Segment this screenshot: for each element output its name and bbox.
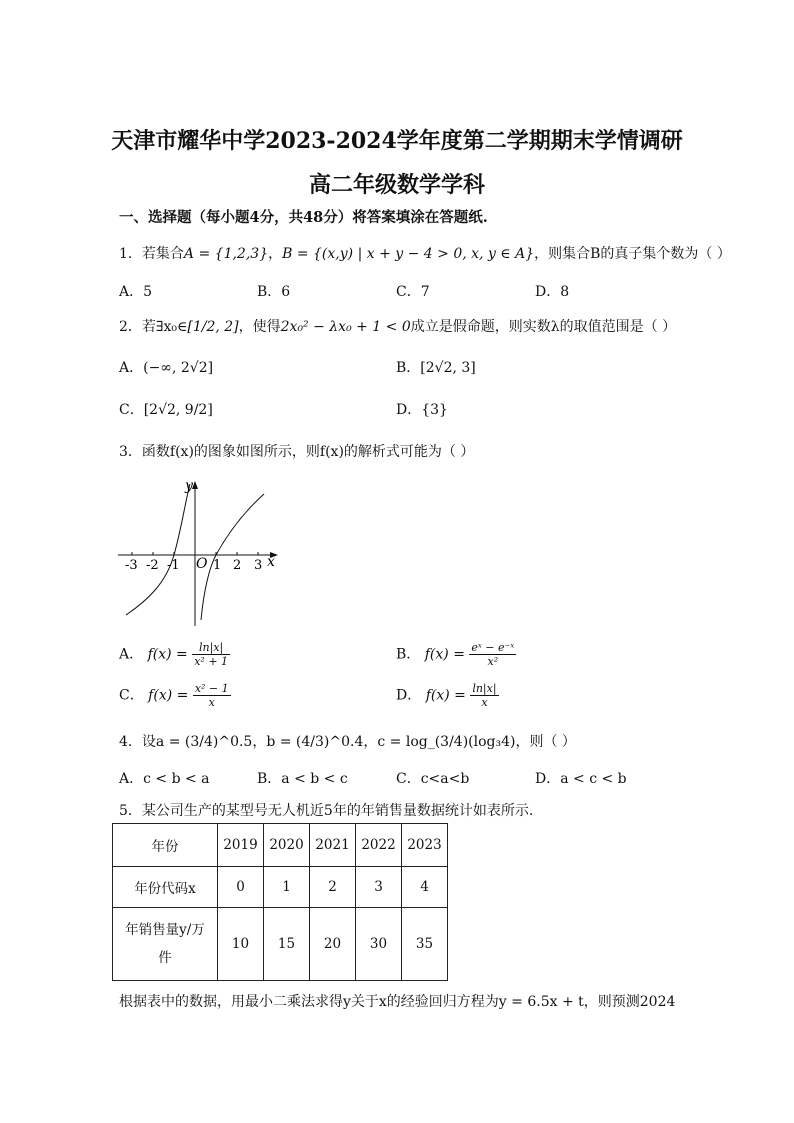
q3-option-b-num: eˣ − e⁻ˣ bbox=[471, 641, 515, 654]
title-line-1: 天津市耀华中学2023-2024学年度第二学期期末学情调研 bbox=[111, 128, 683, 154]
cell-sales: 35 bbox=[402, 908, 448, 981]
q4-option-a: A．c < b < a bbox=[119, 771, 210, 787]
cell-code: 3 bbox=[356, 867, 402, 908]
cell-sales: 20 bbox=[310, 908, 356, 981]
row-label-year: 年份 bbox=[113, 824, 218, 867]
q1-prefix: 1．若集合 bbox=[119, 246, 184, 262]
q4-option-d: D．a < c < b bbox=[535, 771, 627, 787]
cell-sales: 30 bbox=[356, 908, 402, 981]
question-5-followup: 根据表中的数据，用最小二乘法求得y关于x的经验回归方程为y = 6.5x + t，则预测2024 bbox=[119, 994, 676, 1010]
function-graph bbox=[118, 478, 288, 628]
q2-middle: ，使得 bbox=[238, 319, 281, 335]
title-line-2: 高二年级数学学科 bbox=[308, 172, 485, 198]
cell-year: 2023 bbox=[402, 824, 448, 867]
q4-option-c: C．c<a<b bbox=[396, 771, 470, 787]
q2-option-a: A．(−∞, 2√2] bbox=[119, 360, 214, 376]
tick-label-1: 1 bbox=[213, 558, 222, 573]
table-row-code bbox=[113, 867, 448, 908]
cell-code: 2 bbox=[310, 867, 356, 908]
q3-option-d-num: ln|x| bbox=[472, 682, 497, 695]
q3-option-d-lhs: f(x) = bbox=[425, 687, 466, 704]
q3-option-d-den: x bbox=[481, 696, 488, 709]
sales-table bbox=[112, 823, 448, 981]
q1-suffix: ，则集合B的真子集个数为（ ） bbox=[534, 246, 731, 262]
q1-option-d: D．8 bbox=[535, 284, 570, 300]
table-row-sales bbox=[113, 908, 448, 981]
q2-option-c: C．[2√2, 9/2] bbox=[119, 402, 213, 418]
q1-option-c: C．7 bbox=[396, 284, 430, 300]
q3-option-a-lhs: f(x) = bbox=[147, 646, 188, 663]
q3-option-c-letter: C． bbox=[119, 687, 144, 704]
cell-sales: 10 bbox=[218, 908, 264, 981]
origin-label: O bbox=[196, 556, 208, 572]
tick-label-neg3: -3 bbox=[125, 558, 138, 573]
tick-label-neg2: -2 bbox=[146, 558, 159, 573]
question-1 bbox=[119, 243, 731, 263]
q3-option-c-num: x² − 1 bbox=[194, 682, 229, 695]
q1-set-a: A = {1,2,3} bbox=[183, 246, 269, 262]
q3-option-a-num: ln|x| bbox=[192, 641, 230, 655]
q3-option-d bbox=[396, 682, 499, 709]
table-row-year bbox=[113, 824, 448, 867]
q1-set-b: B = {(x,y) | x + y − 4 > 0, x, y ∈ A} bbox=[282, 246, 535, 262]
question-2 bbox=[119, 316, 676, 336]
q3-option-d-letter: D． bbox=[396, 687, 422, 704]
q3-option-b bbox=[396, 641, 516, 668]
curve-left-branch bbox=[126, 484, 190, 615]
q3-option-b-lhs: f(x) = bbox=[424, 646, 465, 663]
tick-label-3: 3 bbox=[254, 558, 263, 573]
cell-code: 1 bbox=[264, 867, 310, 908]
row-label-sales: 年销售量y/万件 bbox=[113, 908, 218, 981]
x-axis-label: x bbox=[267, 554, 275, 570]
q3-option-c bbox=[119, 682, 231, 709]
q2-interval: [1/2, 2] bbox=[187, 319, 239, 335]
cell-year: 2020 bbox=[264, 824, 310, 867]
row-label-code: 年份代码x bbox=[113, 867, 218, 908]
cell-sales: 15 bbox=[264, 908, 310, 981]
q2-inequality: 2x₀² − λx₀ + 1 < 0 bbox=[280, 319, 411, 335]
q1-option-b: B．6 bbox=[257, 284, 291, 300]
question-3: 3．函数f(x)的图象如图所示，则f(x)的解析式可能为（ ） bbox=[119, 444, 475, 460]
question-5: 5．某公司生产的某型号无人机近5年的年销售量数据统计如表所示. bbox=[119, 803, 534, 819]
y-axis-label: y bbox=[185, 478, 193, 494]
q1-option-a: A．5 bbox=[119, 284, 153, 300]
q2-prefix: 2．若∃x₀∈ bbox=[119, 319, 188, 335]
cell-code: 0 bbox=[218, 867, 264, 908]
cell-year: 2022 bbox=[356, 824, 402, 867]
tick-label-neg1: -1 bbox=[167, 558, 180, 573]
q2-option-b: B．[2√2, 3] bbox=[396, 360, 476, 376]
question-4: 4．设a = (3/4)^0.5，b = (4/3)^0.4，c = log_(3/4)(log₃4)，则（ ） bbox=[119, 734, 576, 750]
q3-option-b-den: x² bbox=[487, 655, 499, 668]
q2-suffix: 成立是假命题，则实数λ的取值范围是（ ） bbox=[410, 319, 677, 335]
q1-sep: ， bbox=[268, 246, 283, 262]
q4-option-b: B．a < b < c bbox=[257, 771, 348, 787]
q3-option-c-lhs: f(x) = bbox=[148, 687, 189, 704]
q3-option-c-den: x bbox=[208, 696, 215, 709]
tick-label-2: 2 bbox=[233, 558, 242, 573]
cell-year: 2021 bbox=[310, 824, 356, 867]
curve-right-branch bbox=[201, 494, 264, 620]
section-heading: 一、选择题（每小题4分，共48分）将答案填涂在答题纸. bbox=[119, 209, 488, 226]
q3-option-a bbox=[119, 641, 230, 668]
q3-option-a-letter: A． bbox=[119, 646, 144, 663]
q3-option-b-letter: B． bbox=[396, 646, 421, 663]
q2-option-d: D．{3} bbox=[396, 402, 448, 418]
cell-year: 2019 bbox=[218, 824, 264, 867]
cell-code: 4 bbox=[402, 867, 448, 908]
q3-option-a-den: x² + 1 bbox=[194, 655, 229, 668]
